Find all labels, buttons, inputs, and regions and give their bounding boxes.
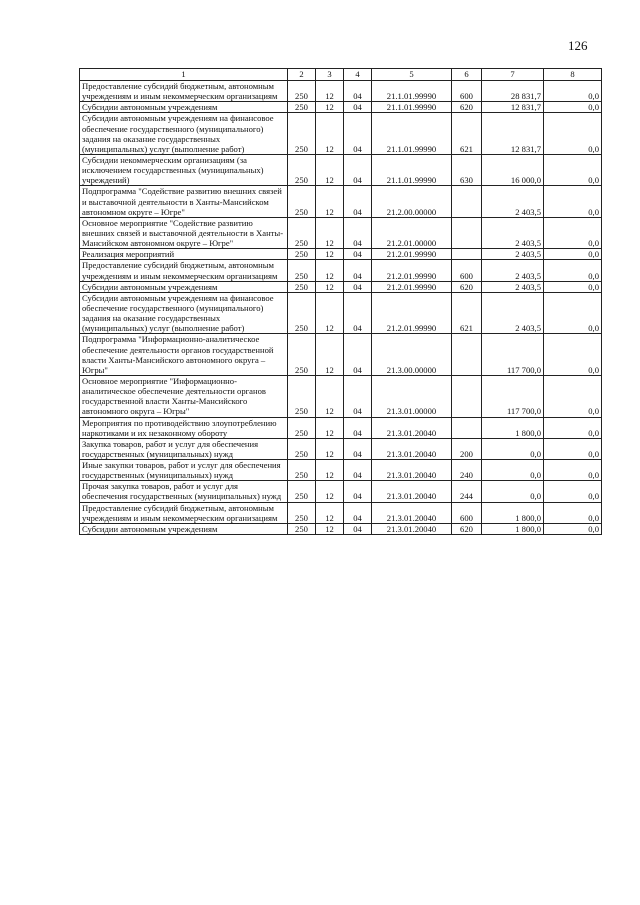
cell-col4: 04	[344, 102, 372, 113]
cell-col8: 0,0	[544, 102, 602, 113]
cell-col4: 04	[344, 154, 372, 185]
cell-col3: 12	[316, 292, 344, 334]
cell-col6: 621	[452, 292, 482, 334]
col-header-1: 1	[80, 69, 288, 81]
cell-col3: 12	[316, 523, 344, 534]
cell-col5: 21.2.00.00000	[372, 186, 452, 217]
cell-col7: 117 700,0	[482, 334, 544, 376]
col-header-2: 2	[288, 69, 316, 81]
cell-col8: 0,0	[544, 81, 602, 102]
cell-col6: 244	[452, 481, 482, 502]
cell-col3: 12	[316, 113, 344, 155]
cell-col2: 250	[288, 481, 316, 502]
cell-col7: 2 403,5	[482, 292, 544, 334]
row-name: Предоставление субсидий бюджетным, автономным учреждениям и иным некоммерческим организациям	[80, 81, 288, 102]
table-row	[80, 417, 602, 438]
cell-col2: 250	[288, 186, 316, 217]
table-row	[80, 523, 602, 534]
row-name: Предоставление субсидий бюджетным, автономным учреждениям и иным некоммерческим организациям	[80, 502, 288, 523]
cell-col5: 21.1.01.99990	[372, 81, 452, 102]
cell-col4: 04	[344, 249, 372, 260]
cell-col4: 04	[344, 460, 372, 481]
cell-col8: 0,0	[544, 375, 602, 417]
cell-col5: 21.2.01.99990	[372, 292, 452, 334]
cell-col2: 250	[288, 438, 316, 459]
table-row	[80, 186, 602, 217]
cell-col3: 12	[316, 334, 344, 376]
cell-col4: 04	[344, 186, 372, 217]
cell-col7: 1 800,0	[482, 417, 544, 438]
table-row	[80, 334, 602, 376]
cell-col7: 0,0	[482, 481, 544, 502]
cell-col8: 0,0	[544, 217, 602, 248]
cell-col3: 12	[316, 375, 344, 417]
cell-col3: 12	[316, 460, 344, 481]
cell-col5: 21.2.01.99990	[372, 281, 452, 292]
cell-col2: 250	[288, 334, 316, 376]
cell-col7: 0,0	[482, 460, 544, 481]
cell-col2: 250	[288, 217, 316, 248]
cell-col6: 620	[452, 281, 482, 292]
cell-col7: 28 831,7	[482, 81, 544, 102]
table-row	[80, 102, 602, 113]
cell-col3: 12	[316, 281, 344, 292]
row-name: Закупка товаров, работ и услуг для обеспечения государственных (муниципальных) нужд	[80, 438, 288, 459]
cell-col5: 21.1.01.99990	[372, 102, 452, 113]
cell-col6: 620	[452, 102, 482, 113]
col-header-4: 4	[344, 69, 372, 81]
row-name: Подпрограмма "Информационно-аналитическое обеспечение деятельности органов государственной власти Ханты-Мансийского автономного округа – Югры"	[80, 334, 288, 376]
cell-col3: 12	[316, 249, 344, 260]
cell-col6	[452, 249, 482, 260]
cell-col2: 250	[288, 154, 316, 185]
cell-col5: 21.3.01.20040	[372, 460, 452, 481]
cell-col8: 0,0	[544, 417, 602, 438]
cell-col7: 1 800,0	[482, 523, 544, 534]
cell-col8: 0,0	[544, 154, 602, 185]
cell-col4: 04	[344, 292, 372, 334]
cell-col7: 1 800,0	[482, 502, 544, 523]
budget-table	[79, 68, 602, 535]
cell-col8: 0,0	[544, 249, 602, 260]
row-name: Предоставление субсидий бюджетным, автономным учреждениям и иным некоммерческим организациям	[80, 260, 288, 281]
table-row	[80, 502, 602, 523]
cell-col2: 250	[288, 292, 316, 334]
cell-col6	[452, 417, 482, 438]
table-row	[80, 375, 602, 417]
cell-col3: 12	[316, 260, 344, 281]
cell-col6	[452, 375, 482, 417]
cell-col4: 04	[344, 113, 372, 155]
cell-col2: 250	[288, 523, 316, 534]
cell-col5: 21.3.01.20040	[372, 438, 452, 459]
cell-col6: 600	[452, 502, 482, 523]
cell-col4: 04	[344, 260, 372, 281]
cell-col7: 2 403,5	[482, 249, 544, 260]
col-header-8: 8	[544, 69, 602, 81]
column-number-row	[80, 69, 602, 81]
cell-col2: 250	[288, 102, 316, 113]
table-row	[80, 249, 602, 260]
row-name: Субсидии некоммерческим организациям (за исключением государственных (муниципальных) учреждений)	[80, 154, 288, 185]
cell-col8: 0,0	[544, 186, 602, 217]
cell-col2: 250	[288, 375, 316, 417]
cell-col6: 600	[452, 260, 482, 281]
cell-col3: 12	[316, 502, 344, 523]
cell-col5: 21.2.01.99990	[372, 260, 452, 281]
cell-col3: 12	[316, 154, 344, 185]
cell-col2: 250	[288, 502, 316, 523]
cell-col8: 0,0	[544, 438, 602, 459]
cell-col5: 21.3.01.20040	[372, 481, 452, 502]
cell-col6: 630	[452, 154, 482, 185]
cell-col7: 117 700,0	[482, 375, 544, 417]
col-header-5: 5	[372, 69, 452, 81]
cell-col5: 21.1.01.99990	[372, 113, 452, 155]
cell-col2: 250	[288, 260, 316, 281]
cell-col4: 04	[344, 81, 372, 102]
cell-col7: 0,0	[482, 438, 544, 459]
cell-col6: 600	[452, 81, 482, 102]
row-name: Субсидии автономным учреждениям	[80, 281, 288, 292]
table-row	[80, 460, 602, 481]
table-row	[80, 154, 602, 185]
cell-col2: 250	[288, 460, 316, 481]
cell-col7: 2 403,5	[482, 217, 544, 248]
cell-col8: 0,0	[544, 281, 602, 292]
cell-col7: 2 403,5	[482, 260, 544, 281]
cell-col4: 04	[344, 438, 372, 459]
cell-col2: 250	[288, 417, 316, 438]
cell-col6	[452, 186, 482, 217]
cell-col6: 200	[452, 438, 482, 459]
cell-col6: 240	[452, 460, 482, 481]
table-row	[80, 438, 602, 459]
cell-col5: 21.3.01.00000	[372, 375, 452, 417]
cell-col4: 04	[344, 502, 372, 523]
cell-col3: 12	[316, 186, 344, 217]
cell-col5: 21.3.01.20040	[372, 502, 452, 523]
cell-col2: 250	[288, 249, 316, 260]
table-row	[80, 281, 602, 292]
row-name: Основное мероприятие "Содействие развитию внешних связей и выставочной деятельности в Ханты-Мансийском автономном округе – Югре"	[80, 217, 288, 248]
cell-col3: 12	[316, 438, 344, 459]
row-name: Субсидии автономным учреждениям	[80, 523, 288, 534]
cell-col8: 0,0	[544, 502, 602, 523]
row-name: Субсидии автономным учреждениям на финансовое обеспечение государственного (муниципального) задания на оказание государственных (муниципальных) услуг (выполнение работ)	[80, 113, 288, 155]
cell-col8: 0,0	[544, 460, 602, 481]
cell-col2: 250	[288, 113, 316, 155]
cell-col7: 16 000,0	[482, 154, 544, 185]
cell-col6: 621	[452, 113, 482, 155]
cell-col7: 12 831,7	[482, 113, 544, 155]
cell-col7: 2 403,5	[482, 186, 544, 217]
table-row	[80, 260, 602, 281]
table-row	[80, 113, 602, 155]
row-name: Субсидии автономным учреждениям на финансовое обеспечение государственного (муниципального) задания на оказание государственных (муниципальных) услуг (выполнение работ)	[80, 292, 288, 334]
cell-col5: 21.2.01.99990	[372, 249, 452, 260]
cell-col3: 12	[316, 417, 344, 438]
cell-col4: 04	[344, 481, 372, 502]
table-row	[80, 481, 602, 502]
cell-col4: 04	[344, 217, 372, 248]
col-header-3: 3	[316, 69, 344, 81]
cell-col3: 12	[316, 481, 344, 502]
cell-col2: 250	[288, 81, 316, 102]
col-header-6: 6	[452, 69, 482, 81]
cell-col5: 21.3.00.00000	[372, 334, 452, 376]
cell-col7: 2 403,5	[482, 281, 544, 292]
cell-col8: 0,0	[544, 334, 602, 376]
cell-col4: 04	[344, 375, 372, 417]
cell-col3: 12	[316, 217, 344, 248]
cell-col2: 250	[288, 281, 316, 292]
table-row	[80, 292, 602, 334]
cell-col8: 0,0	[544, 481, 602, 502]
cell-col4: 04	[344, 334, 372, 376]
cell-col8: 0,0	[544, 292, 602, 334]
cell-col8: 0,0	[544, 260, 602, 281]
cell-col6	[452, 217, 482, 248]
cell-col6: 620	[452, 523, 482, 534]
cell-col4: 04	[344, 523, 372, 534]
row-name: Подпрограмма "Содействие развитию внешних связей и выставочной деятельности в Ханты-Мансийском автономном округе – Югре"	[80, 186, 288, 217]
cell-col8: 0,0	[544, 523, 602, 534]
cell-col8: 0,0	[544, 113, 602, 155]
page-number: 126	[568, 38, 588, 53]
cell-col3: 12	[316, 81, 344, 102]
row-name: Прочая закупка товаров, работ и услуг для обеспечения государственных (муниципальных) нужд	[80, 481, 288, 502]
cell-col5: 21.2.01.00000	[372, 217, 452, 248]
table-row	[80, 217, 602, 248]
cell-col3: 12	[316, 102, 344, 113]
row-name: Основное мероприятие "Информационно-аналитическое обеспечение деятельности органов государственной власти Ханты-Мансийского автономного округа – Югры"	[80, 375, 288, 417]
cell-col5: 21.3.01.20040	[372, 523, 452, 534]
cell-col7: 12 831,7	[482, 102, 544, 113]
row-name: Мероприятия по противодействию злоупотреблению наркотиками и их незаконному обороту	[80, 417, 288, 438]
cell-col5: 21.1.01.99990	[372, 154, 452, 185]
col-header-7: 7	[482, 69, 544, 81]
row-name: Иные закупки товаров, работ и услуг для обеспечения государственных (муниципальных) нужд	[80, 460, 288, 481]
cell-col4: 04	[344, 417, 372, 438]
table-row	[80, 81, 602, 102]
row-name: Реализация мероприятий	[80, 249, 288, 260]
cell-col5: 21.3.01.20040	[372, 417, 452, 438]
cell-col4: 04	[344, 281, 372, 292]
cell-col6	[452, 334, 482, 376]
row-name: Субсидии автономным учреждениям	[80, 102, 288, 113]
